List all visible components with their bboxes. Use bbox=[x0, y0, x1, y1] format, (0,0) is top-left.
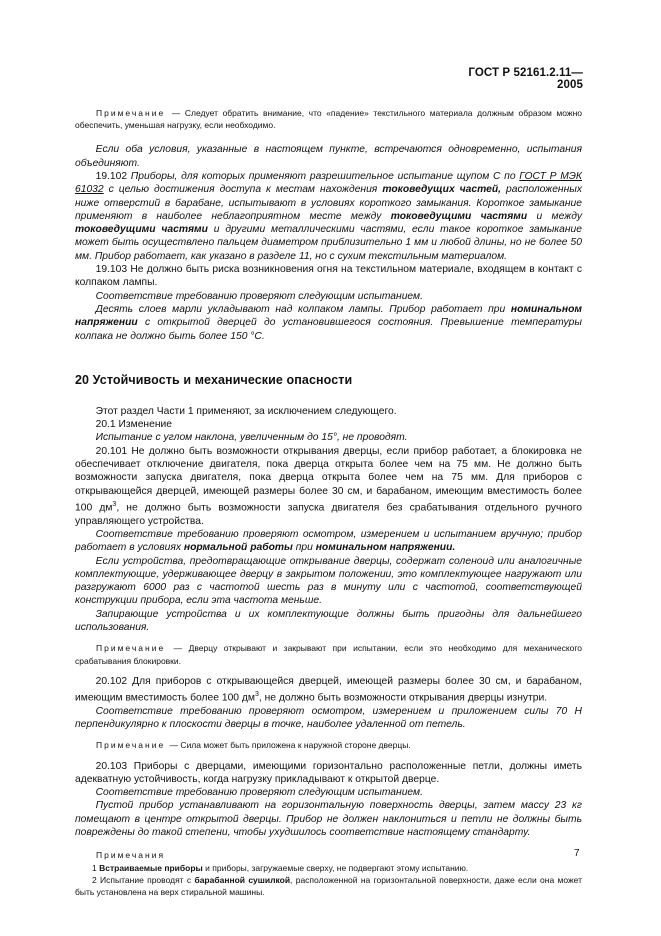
paragraph bbox=[75, 760, 582, 787]
note-label: Примечание bbox=[75, 740, 170, 751]
note-label: Примечание bbox=[75, 643, 174, 654]
document-id: ГОСТ Р 52161.2.11—2005 bbox=[468, 67, 583, 91]
note-item bbox=[75, 862, 582, 874]
text-run: 3 bbox=[112, 500, 117, 508]
notes-heading: Примечания bbox=[75, 850, 166, 861]
text-run: , расположенной на горизонтальной поверхности, даже если она может быть установлена на верх стиральной машины. bbox=[75, 874, 582, 897]
text-run: токоведущих частей, bbox=[382, 184, 502, 196]
text-run: Соответствие требованию проверяют следующим испытанием. bbox=[75, 290, 423, 302]
section-heading: 20 Устойчивость и механические опасности bbox=[75, 372, 353, 387]
text-run: с открытой дверцей до установившегося состояния. Превышение температуры колпака не должно быть более 150 °С. bbox=[75, 317, 582, 342]
page-number: 7 bbox=[574, 848, 580, 859]
paragraph bbox=[75, 170, 582, 263]
text-run: Если оба условия, указанные в настоящем пункте, встречаются одновременно, испытания объединяют. bbox=[75, 144, 582, 169]
text-run: 20.1 Изменение bbox=[75, 419, 173, 431]
text-run: Десять слоев марли укладывают над колпаком лампы. Прибор работает при bbox=[75, 303, 511, 315]
text-run: Испытание с углом наклона, увеличенным до 15°, не проводят. bbox=[75, 432, 408, 444]
document-body bbox=[75, 95, 582, 898]
note-text: — Следует обратить внимание, что «падение» текстильного материала должным образом можно обеспечить, уменьшая нагрузку, если необходимо. bbox=[75, 108, 582, 131]
paragraph bbox=[75, 263, 582, 290]
text-run: Этот раздел Части 1 применяют, за исключением следующего. bbox=[75, 405, 397, 417]
text-run: 20.101 Не должно быть возможности открывания дверцы, если прибор работает, а блокировка не обеспечивает отключение двигателя, пока дверца открыта более чем на 75 мм. Не должно быть возможности запуска двигателя, пока дверца открыта более чем на 75 мм. Для приборов с открывающейся дверцей, имеющей размеры более 30 см, и барабаном, имеющим вместимость более 100 дм bbox=[75, 445, 582, 514]
note-text: — Дверцу открывают и закрывают при испытании, если это необходимо для механического срабатывания блокировки. bbox=[75, 643, 582, 666]
text-run: 3 bbox=[254, 691, 259, 699]
text-run: и между bbox=[527, 210, 582, 222]
paragraph bbox=[75, 786, 582, 799]
text-run: барабанной сушилкой bbox=[194, 874, 291, 885]
text-run: Если устройства, предотвращающие открывание дверцы, содержат соленоид или аналогичные комплектующие, удерживающее дверцу в закрытом положении, это комплектующее нагружают или разгружают 6000 раз с частотой шесть раз в минуту или с частотой, соответствующей конструкции прибора, если эта частота меньше. bbox=[75, 555, 582, 607]
text-run: , не должно быть возможности запуска двигателя без срабатывания отдельного ручного управляющего устройства. bbox=[75, 502, 582, 527]
paragraph bbox=[75, 528, 582, 555]
text-run: ГОСТ Р МЭК 61032 bbox=[75, 171, 582, 196]
text-run: Соответствие требованию проверяют осмотром, измерением и приложением силы 70 Н перпендикулярно к плоскости дверцы в точке, наиболее удаленной от петель. bbox=[75, 705, 582, 731]
paragraph bbox=[75, 799, 582, 839]
paragraph bbox=[75, 675, 582, 705]
text-run: с целью достижения доступа к местам нахождения bbox=[103, 184, 383, 196]
note bbox=[75, 642, 582, 666]
paragraph bbox=[75, 290, 582, 303]
text-run: нормальной работы bbox=[183, 542, 293, 554]
paragraph bbox=[75, 303, 582, 343]
paragraph bbox=[75, 431, 582, 444]
text-run: и приборы, загружаемые сверху, не подвергают этому испытанию. bbox=[202, 862, 469, 873]
paragraph bbox=[75, 405, 582, 418]
text-run: номинальном напряжении. bbox=[315, 542, 456, 554]
text-run: номинальном напряжении bbox=[75, 303, 582, 329]
text-run: и другими металлическими частями, если такое короткое замыкание может быть осуществлено пальцем диаметром приблизительно 1 мм и любой длины, но не более 50 мм. Прибор работает, как указано в разделе 11, но с сухим текстильным материалом. bbox=[75, 224, 582, 262]
text-run: 1 bbox=[75, 862, 100, 873]
paragraph bbox=[75, 143, 582, 170]
text-run: токоведущими частями bbox=[75, 224, 208, 236]
text-run: 2 Испытание проводят с bbox=[75, 874, 195, 885]
text-run: Запирающие устройства и их комплектующие должны быть пригодны для дальнейшего использования. bbox=[75, 608, 582, 634]
text-run: Соответствие требованию проверяют следующим испытанием. bbox=[75, 787, 423, 799]
paragraph bbox=[75, 705, 582, 732]
note-item bbox=[75, 874, 582, 898]
text-run: Приборы, для которых применяют разрешительное испытание щупом С по bbox=[130, 171, 520, 182]
text-run: Пустой прибор устанавливают на горизонтальную поверхность дверцы, затем массу 23 кг помещают в центре открытой дверцы. Прибор не должен наклониться и петли не должны быть повреждены до такой степени, чтобы ухудшилось соответствие настоящему стандарту. bbox=[75, 800, 582, 839]
note-label: Примечание bbox=[75, 108, 172, 118]
text-run: 20.103 Приборы с дверцами, имеющими горизонтально расположенные петли, должны иметь адекватную устойчивость, когда нагрузку прикладывают к открытой дверце. bbox=[75, 760, 582, 785]
text-run: 19.102 bbox=[75, 171, 131, 182]
text-run: при bbox=[292, 542, 316, 554]
note-text: — Сила может быть приложена к наружной стороне дверцы. bbox=[169, 740, 411, 751]
text-run: расположенных ниже отверстий в барабане, испытывают в условиях короткого замыкания. Короткое замыкание применяют в наиболее неблагоприятном месте между bbox=[75, 184, 582, 222]
text-run: Встраиваемые приборы bbox=[99, 862, 203, 873]
note bbox=[75, 107, 582, 131]
text-run: 20.102 Для приборов с открывающейся дверцей, имеющей размеры более 30 см, и барабаном, имеющим вместимость более 100 дм bbox=[75, 675, 582, 704]
text-run: , не должно быть возможности открывания дверцы изнутри. bbox=[258, 692, 548, 704]
text-run: 19.103 Не должно быть риска возникновения огня на текстильном материале, входящем в контакт с колпаком лампы. bbox=[75, 264, 582, 289]
note bbox=[75, 739, 582, 751]
text-run: Соответствие требованию проверяют осмотром, измерением и испытанием вручную; прибор работает в условиях bbox=[75, 528, 582, 554]
paragraph bbox=[75, 418, 582, 431]
paragraph bbox=[75, 608, 582, 635]
paragraph bbox=[75, 555, 582, 608]
text-run: токоведущими частями bbox=[390, 210, 528, 222]
paragraph bbox=[75, 445, 582, 528]
